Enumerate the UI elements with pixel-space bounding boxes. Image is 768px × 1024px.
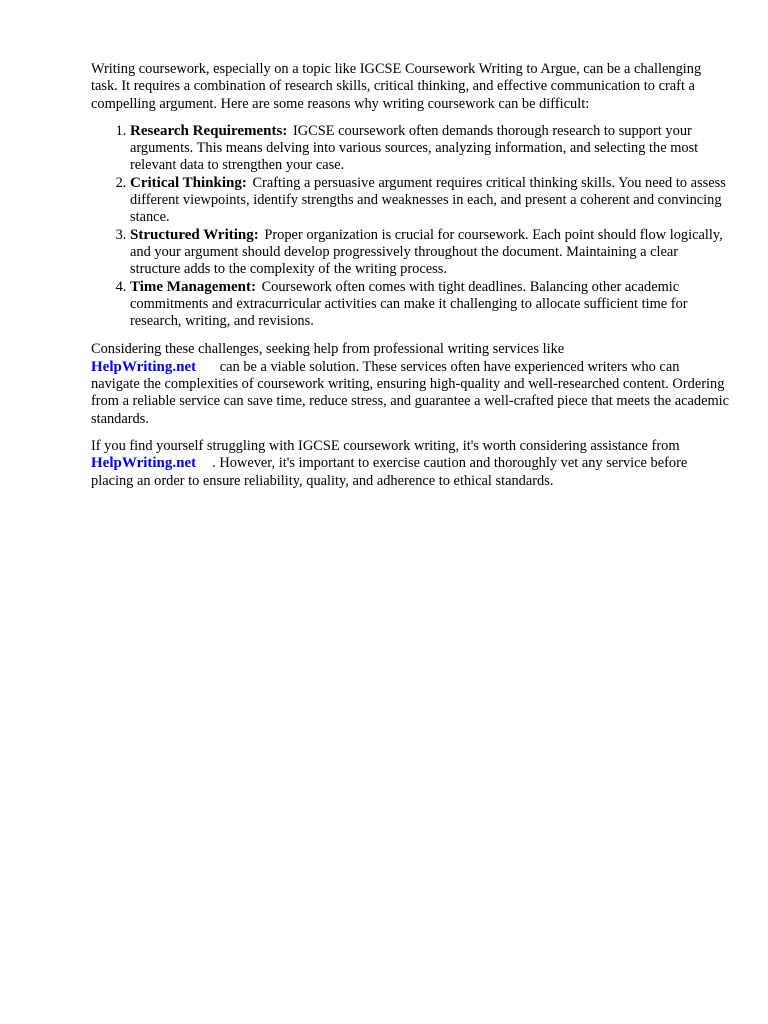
list-item	[130, 279, 731, 331]
list-item-text: Proper organization is crucial for coursework. Each point should flow logically, and your argument should develop progressively throughout the document. Maintaining a clear structure adds to the complexity of the writing process.	[130, 226, 723, 278]
intro-paragraph: Writing coursework, especially on a topic like IGCSE Coursework Writing to Argue, can be a challenging task. It requires a combination of research skills, critical thinking, and effective communication to craft a compelling argument. Here are some reasons why writing coursework can be difficult:	[91, 61, 702, 112]
list-item-text: IGCSE coursework often demands thorough research to support your arguments. This means delving into various sources, analyzing information, and selecting the most relevant data to strengthen your case.	[130, 122, 699, 174]
list-item	[130, 123, 731, 175]
closing-text-before: If you find yourself struggling with IGCSE coursework writing, it's worth considering assistance from	[91, 437, 680, 454]
document-body	[91, 61, 731, 490]
list-item	[130, 175, 731, 227]
list-item-term: Structured Writing:	[130, 226, 259, 243]
list-item-term: Critical Thinking:	[130, 174, 247, 191]
list-item	[130, 227, 731, 279]
closing-paragraph	[91, 438, 731, 490]
helpwriting-link[interactable]: HelpWriting.net	[91, 455, 197, 472]
list-item-term: Time Management:	[130, 278, 256, 295]
services-text-after: can be a viable solution. These services often have experienced writers who can navigate the complexities of coursework writing, ensuring high-quality and well-researched content. Ordering from a reliable service can save time, reduce stress, and guarantee a well-crafted piece that meets the academic standards.	[91, 358, 730, 427]
list-item-term: Research Requirements:	[130, 122, 288, 139]
helpwriting-link[interactable]: HelpWriting.net	[91, 358, 197, 375]
reasons-list	[91, 123, 731, 331]
list-item-text: Crafting a persuasive argument requires critical thinking skills. You need to assess different viewpoints, identify strengths and weaknesses in each, and present a coherent and convincing stance.	[130, 174, 726, 226]
services-paragraph	[91, 341, 731, 427]
closing-text-after: . However, it's important to exercise caution and thoroughly vet any service before placing an order to ensure reliability, quality, and adherence to ethical standards.	[91, 455, 688, 489]
services-text-before: Considering these challenges, seeking help from professional writing services like	[91, 341, 565, 358]
list-item-text: Coursework often comes with tight deadlines. Balancing other academic commitments and extracurricular activities can make it challenging to allocate sufficient time for research, writing, and revisions.	[130, 278, 688, 330]
